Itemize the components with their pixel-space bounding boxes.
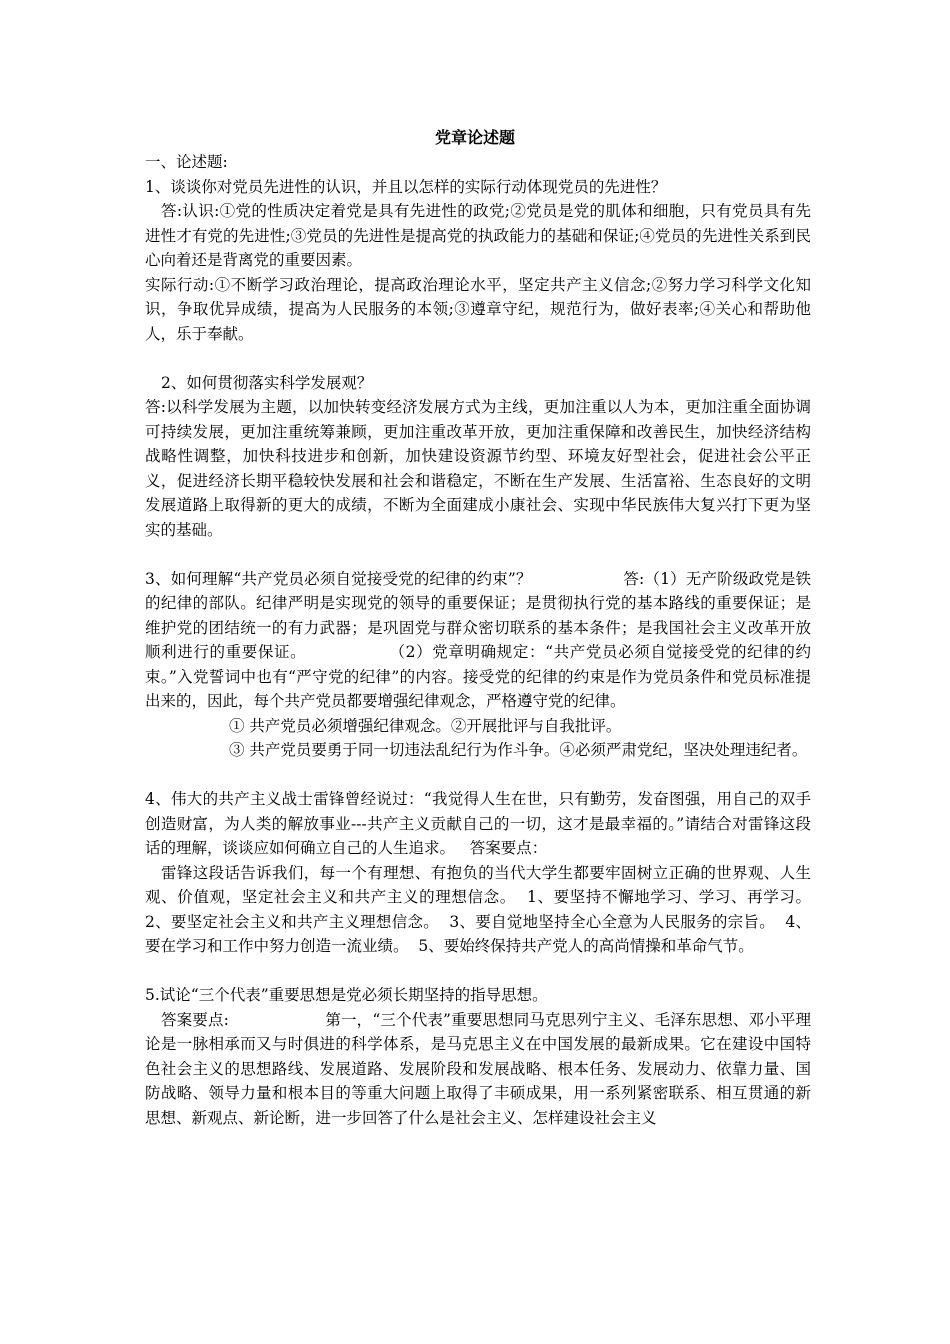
q1-answer-recognition: 答:认识:①党的性质决定着党是具有先进性的政党;②党员是党的肌体和细胞，只有党员具有先进性才有党的先进性;③党员的先进性是提高党的执政能力的基础和保证;④党员的先进性关系到民心向着还是背离党的重要因素。 xyxy=(145,202,811,269)
q3-items-3-4-text: ③ 共产党员要勇于同一切违法乱纪行为作斗争。④必须严肃党纪，坚决处理违纪者。 xyxy=(229,741,808,759)
q2-question: 2、如何贯彻落实科学发展观？ xyxy=(161,373,373,392)
q3-items-1-2: ① 共产党员必须增强纪律观念。②开展批评与自我批评。 xyxy=(229,716,622,735)
q5-answer: 答案要点: 第一，“三个代表”重要思想同马克思列宁主义、毛泽东思想、邓小平理论是一脉相承而又与时俱进的科学体系，是马克思主义在中国发展的最新成果。它在建设中国特色社会主义的思想路线、发展道路、发展阶段和发展战略、根本任务、发展动力、依靠力量、国防战略、领导力量和根本目的等重大问题上取得了丰硕成果，用一系列紧密联系、相互贯通的新思想、新观点、新论断，进一步回答了什么是社会主义、怎样建设社会主义 xyxy=(145,1010,811,1127)
q3-items-3-4 xyxy=(145,738,811,763)
q3-paragraph: 3、如何理解“共产党员必须自觉接受党的纪律的约束”？ 答:（1）无产阶级政党是铁的纪律的部队。纪律严明是实现党的领导的重要保证；是贯彻执行党的基本路线的重要保证；是维护党的团结统一的有力武器；是巩固党与群众密切联系的基本条件；是我国社会主义改革开放顺利进行的重要保证。 （2）党章明确规定：“共产党员必须自觉接受党的纪律的约束。”入党誓词中也有“严守党的纪律”的内容。接受党的纪律的约束是作为党员条件和党员标准提出来的，因此，每个共产党员都要增强纪律观念，严格遵守党的纪律。 xyxy=(145,569,811,710)
q1-answer-action: 实际行动:①不断学习政治理论，提高政治理论水平，坚定共产主义信念;②努力学习科学文化知识，争取优异成绩，提高为人民服务的本领;③遵章守纪，规范行为，做好表率;④关心和帮助他人，乐于奉献。 xyxy=(145,275,811,343)
spacer xyxy=(145,763,811,788)
document-body xyxy=(145,150,821,1130)
section-heading: 一、论述题: xyxy=(145,153,228,171)
q5-question: 5.试论“三个代表”重要思想是党必须长期坚持的指导思想。 xyxy=(145,986,548,1004)
q2-answer: 答:以科学发展为主题，以加快转变经济发展方式为主线，更加注重以人为本，更加注重全面协调可持续发展，更加注重统筹兼顾，更加注重改革开放，更加注重保障和改善民生，加快经济结构战略性调整，加快科技进步和创新，加快建设资源节约型、环境友好型社会，促进社会公平正义，促进经济长期平稳较快发展和社会和谐稳定，不断在生产发展、生活富裕、生态良好的文明发展道路上取得新的更大的成绩，不断为全面建成小康社会、实现中华民族伟大复兴打下更为坚实的基础。 xyxy=(145,398,811,539)
q1-question: 1、谈谈你对党员先进性的认识，并且以怎样的实际行动体现党员的先进性？ xyxy=(145,177,667,196)
spacer xyxy=(145,542,811,567)
document-title: 党章论述题 xyxy=(434,128,515,147)
q4-answer: 雷锋这段话告诉我们，每一个有理想、有抱负的当代大学生都要牢固树立正确的世界观、人生观、价值观，坚定社会主义和共产主义的理想信念。 1、要坚持不懈地学习、学习、再学习。 2、要坚定社会主义和共产主义理想信念。 3、要自觉地坚持全心全意为人民服务的宗旨。 4、要在学习和工作中努力创造一流业绩。 5、要始终保持共产党人的高尚情操和革命气节。 xyxy=(145,863,821,955)
spacer xyxy=(145,346,811,371)
q4-question: 4、伟大的共产主义战士雷锋曾经说过：“我觉得人生在世，只有勤劳，发奋图强，用自己的双手创造财富，为人类的解放事业---共产主义贡献自己的一切，这才是最幸福的。”请结合对雷锋这段话的理解，谈谈应如何确立自己的人生追求。 答案要点： xyxy=(145,790,811,857)
spacer xyxy=(145,959,811,984)
